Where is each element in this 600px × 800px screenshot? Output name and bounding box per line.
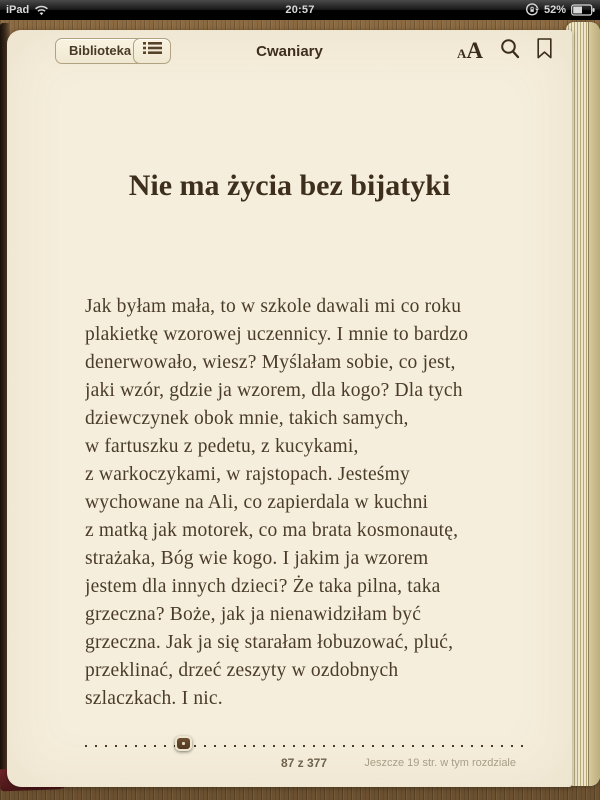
slider-dot [283, 745, 285, 747]
body-text [85, 293, 523, 723]
search-icon[interactable] [500, 38, 520, 64]
slider-dot [343, 745, 345, 747]
text-line: denerwowało, wiesz? Myślałam sobie, co jest, [85, 352, 456, 373]
slider-dot [135, 745, 137, 747]
text-line: plakietkę wzorowej uczennicy. I mnie to bardzo [85, 324, 469, 345]
slider-dot [253, 745, 255, 747]
device-label: iPad [6, 4, 30, 16]
text-line: grzeczna. Jak ja się starałam łobuzować, pluć, [85, 632, 454, 653]
text-line: z matką jak motorek, co ma brata kosmonautę, [85, 520, 459, 541]
text-line: wychowane na Ali, co zapierdala w kuchni [85, 492, 429, 513]
slider-dot [214, 745, 216, 747]
slider-dot [452, 745, 454, 747]
chapter-title: Nie ma życia bez bijatyki [128, 169, 451, 202]
slider-dot [333, 745, 335, 747]
slider-thumb[interactable] [175, 736, 192, 751]
battery-icon [571, 4, 595, 16]
slider-dot [412, 745, 414, 747]
text-line: Jak byłam mała, to w szkole dawali mi co roku [85, 296, 462, 317]
slider-dot [481, 745, 483, 747]
slider-dot [382, 745, 384, 747]
text-line: przeklinać, drzeć zeszyty w ozdobnych [85, 660, 399, 681]
font-large-a: A [466, 38, 483, 63]
slider-dot [224, 745, 226, 747]
library-button[interactable]: Biblioteka [55, 38, 145, 64]
slider-dot [442, 745, 444, 747]
slider-dot [352, 745, 354, 747]
slider-dot [105, 745, 107, 747]
book-page [7, 30, 572, 787]
text-line: dziewczynek obok mnie, takich samych, [85, 408, 409, 429]
slider-dot [392, 745, 394, 747]
slider-dot [115, 745, 117, 747]
slider-dot [402, 745, 404, 747]
page-indicator: 87 z 377 [280, 756, 328, 770]
text-line: w fartuszku z pedetu, z kucykami, [85, 436, 359, 457]
slider-dot [432, 745, 434, 747]
slider-dot [273, 745, 275, 747]
slider-dot [511, 745, 513, 747]
text-line: strażaka, Bóg wie kogo. I jakim ja wzorem [85, 548, 429, 569]
slider-dot [521, 745, 523, 747]
slider-dot [164, 745, 166, 747]
text-line: grzeczna? Boże, jak ja nienawidziłam być [85, 604, 422, 625]
status-bar [0, 0, 600, 20]
slider-dot [313, 745, 315, 747]
slider-dot [204, 745, 206, 747]
slider-dot [194, 745, 196, 747]
chapter-remaining-label: Jeszcze 19 str. w tym rozdziale [364, 757, 516, 769]
slider-dot [85, 745, 87, 747]
text-line: z warkoczykami, w rajstopach. Jesteśmy [85, 464, 410, 485]
slider-dot [471, 745, 473, 747]
font-small-a: A [456, 46, 467, 61]
clock: 20:57 [285, 4, 315, 16]
slider-dot [491, 745, 493, 747]
slider-dot [244, 745, 246, 747]
slider-dot [303, 745, 305, 747]
page-slider[interactable] [85, 740, 523, 752]
book-title: Cwaniary [256, 43, 323, 60]
slider-dot [293, 745, 295, 747]
font-size-icon[interactable] [457, 38, 483, 64]
slider-dot [501, 745, 503, 747]
slider-dot [422, 745, 424, 747]
battery-percent-label: 52% [543, 4, 566, 16]
text-line: szlaczkach. I nic. [85, 688, 223, 709]
slider-dot [362, 745, 364, 747]
slider-dot [125, 745, 127, 747]
slider-dot [372, 745, 374, 747]
slider-dot [144, 745, 146, 747]
slider-dot [234, 745, 236, 747]
bookmark-icon[interactable] [537, 38, 552, 64]
text-line: jestem dla innych dzieci? Że taka pilna, taka [85, 576, 441, 597]
slider-dot [95, 745, 97, 747]
slider-dot [461, 745, 463, 747]
slider-dot [323, 745, 325, 747]
rotation-lock-icon [525, 3, 539, 17]
text-line: jaki wzór, gdzie ja wzorem, dla kogo? Dla tych [85, 380, 463, 401]
slider-dot [263, 745, 265, 747]
slider-dot [154, 745, 156, 747]
